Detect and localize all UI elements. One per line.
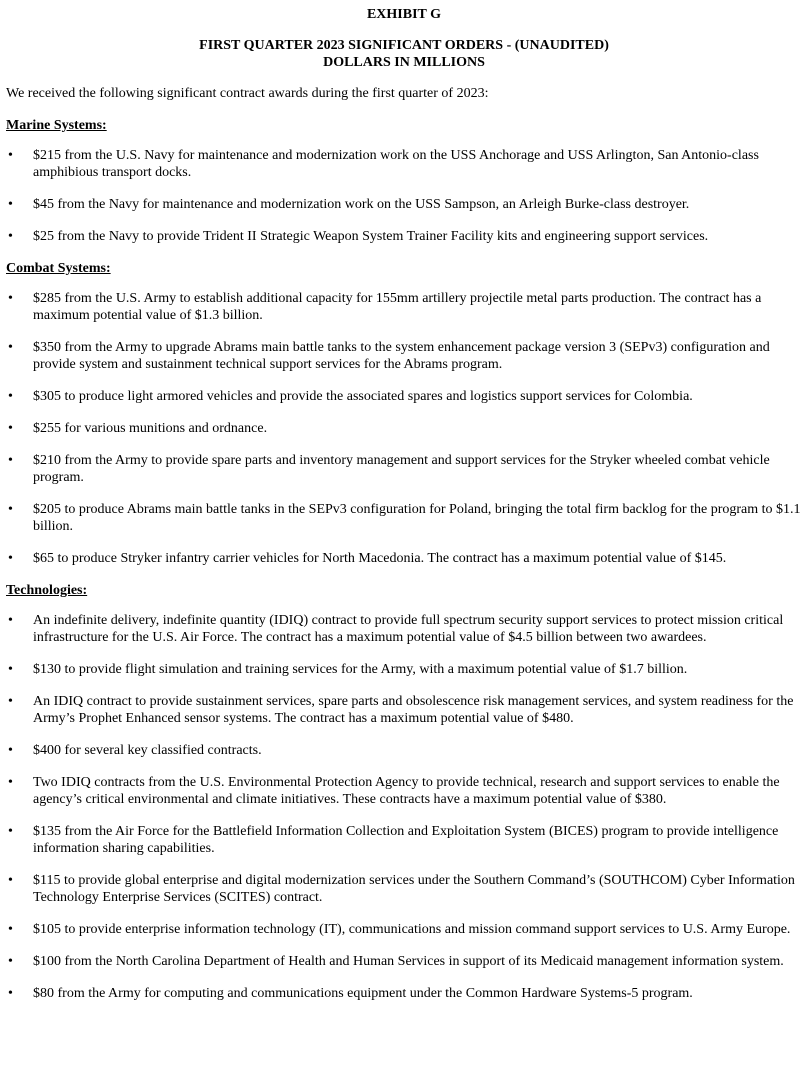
list-item-text: $205 to produce Abrams main battle tanks in the SEPv3 configuration for Poland, bringing the total firm backlog for the program to $1.1 billion.: [33, 502, 801, 534]
list-item-text: $400 for several key classified contracts.: [33, 743, 262, 758]
list-item: [6, 985, 802, 1002]
list-item-text: $305 to produce light armored vehicles and provide the associated spares and logistics support services for Colombia.: [33, 389, 693, 404]
list-item: [6, 501, 802, 535]
bullet-icon: •: [8, 291, 13, 306]
list-item: [6, 693, 802, 727]
list-item: [6, 147, 802, 181]
report-title: FIRST QUARTER 2023 SIGNIFICANT ORDERS - (UNAUDITED): [199, 38, 609, 53]
list-item: [6, 774, 802, 808]
list-item-text: An indefinite delivery, indefinite quantity (IDIQ) contract to provide full spectrum security support services to protect mission critical infrastructure for the U.S. Air Force. The contract has a maximum potential value of $4.5 billion between two awardees.: [33, 613, 784, 645]
list-item: [6, 339, 802, 373]
bullet-icon: •: [8, 775, 13, 790]
list-item: [6, 921, 802, 938]
bullet-icon: •: [8, 662, 13, 677]
list-item-text: Two IDIQ contracts from the U.S. Environmental Protection Agency to provide technical, research and support services to enable the agency’s critical environmental and climate initiatives. These contracts have a maximum potential value of $380.: [33, 775, 780, 807]
list-item-text: $105 to provide enterprise information technology (IT), communications and mission command support services to U.S. Army Europe.: [33, 922, 791, 937]
list-item: [6, 872, 802, 906]
bullet-icon: •: [8, 551, 13, 566]
bullet-icon: •: [8, 197, 13, 212]
bullet-icon: •: [8, 502, 13, 517]
list-item: [6, 420, 802, 437]
list-item: [6, 742, 802, 759]
list-item-text: $130 to provide flight simulation and training services for the Army, with a maximum potential value of $1.7 billion.: [33, 662, 688, 677]
bullet-icon: •: [8, 389, 13, 404]
list-item-text: An IDIQ contract to provide sustainment services, spare parts and obsolescence risk management services, and system readiness for the Army’s Prophet Enhanced sensor systems. The contract has a maximum potential value of $480.: [33, 694, 794, 726]
technologies-list: [6, 612, 802, 1002]
list-item: [6, 388, 802, 405]
list-item-text: $65 to produce Stryker infantry carrier vehicles for North Macedonia. The contract has a maximum potential value of $145.: [33, 551, 727, 566]
list-item-text: $100 from the North Carolina Department of Health and Human Services in support of its Medicaid management information system.: [33, 954, 784, 969]
list-item-text: $115 to provide global enterprise and digital modernization services under the Southern Command’s (SOUTHCOM) Cyber Information Technology Enterprise Services (SCITES) contract.: [33, 873, 795, 905]
bullet-icon: •: [8, 229, 13, 244]
bullet-icon: •: [8, 148, 13, 163]
report-subtitle: DOLLARS IN MILLIONS: [323, 55, 485, 70]
bullet-icon: •: [8, 613, 13, 628]
combat-systems-list: [6, 290, 802, 567]
list-item: [6, 228, 802, 245]
bullet-icon: •: [8, 694, 13, 709]
section-heading-combat-systems: Combat Systems:: [6, 261, 111, 276]
bullet-icon: •: [8, 873, 13, 888]
list-item-text: $285 from the U.S. Army to establish additional capacity for 155mm artillery projectile metal parts production. The contract has a maximum potential value of $1.3 billion.: [33, 291, 762, 323]
intro-paragraph: We received the following significant contract awards during the first quarter of 2023:: [6, 86, 489, 101]
bullet-icon: •: [8, 824, 13, 839]
bullet-icon: •: [8, 986, 13, 1001]
list-item-text: $25 from the Navy to provide Trident II Strategic Weapon System Trainer Facility kits and engineering support services.: [33, 229, 709, 244]
list-item: [6, 953, 802, 970]
list-item: [6, 823, 802, 857]
list-item-text: $210 from the Army to provide spare parts and inventory management and support services for the Stryker wheeled combat vehicle program.: [33, 453, 770, 485]
bullet-icon: •: [8, 922, 13, 937]
bullet-icon: •: [8, 954, 13, 969]
list-item-text: $255 for various munitions and ordnance.: [33, 421, 268, 436]
list-item: [6, 612, 802, 646]
bullet-icon: •: [8, 340, 13, 355]
list-item-text: $45 from the Navy for maintenance and modernization work on the USS Sampson, an Arleigh Burke-class destroyer.: [33, 197, 690, 212]
bullet-icon: •: [8, 421, 13, 436]
list-item: [6, 550, 802, 567]
list-item-text: $135 from the Air Force for the Battlefield Information Collection and Exploitation System (BICES) program to provide intelligence information sharing capabilities.: [33, 824, 779, 856]
bullet-icon: •: [8, 453, 13, 468]
list-item-text: $350 from the Army to upgrade Abrams main battle tanks to the system enhancement package version 3 (SEPv3) configuration and provide system and sustainment technical support services for the Abrams program.: [33, 340, 770, 372]
section-heading-technologies: Technologies:: [6, 583, 88, 598]
section-heading-marine-systems: Marine Systems:: [6, 118, 107, 133]
list-item: [6, 196, 802, 213]
marine-systems-list: [6, 147, 802, 245]
list-item-text: $215 from the U.S. Navy for maintenance and modernization work on the USS Anchorage and USS Arlington, San Antonio-class amphibious transport docks.: [33, 148, 759, 180]
bullet-icon: •: [8, 743, 13, 758]
list-item-text: $80 from the Army for computing and communications equipment under the Common Hardware Systems-5 program.: [33, 986, 693, 1001]
list-item: [6, 290, 802, 324]
list-item: [6, 661, 802, 678]
exhibit-label: EXHIBIT G: [366, 7, 442, 22]
list-item: [6, 452, 802, 486]
